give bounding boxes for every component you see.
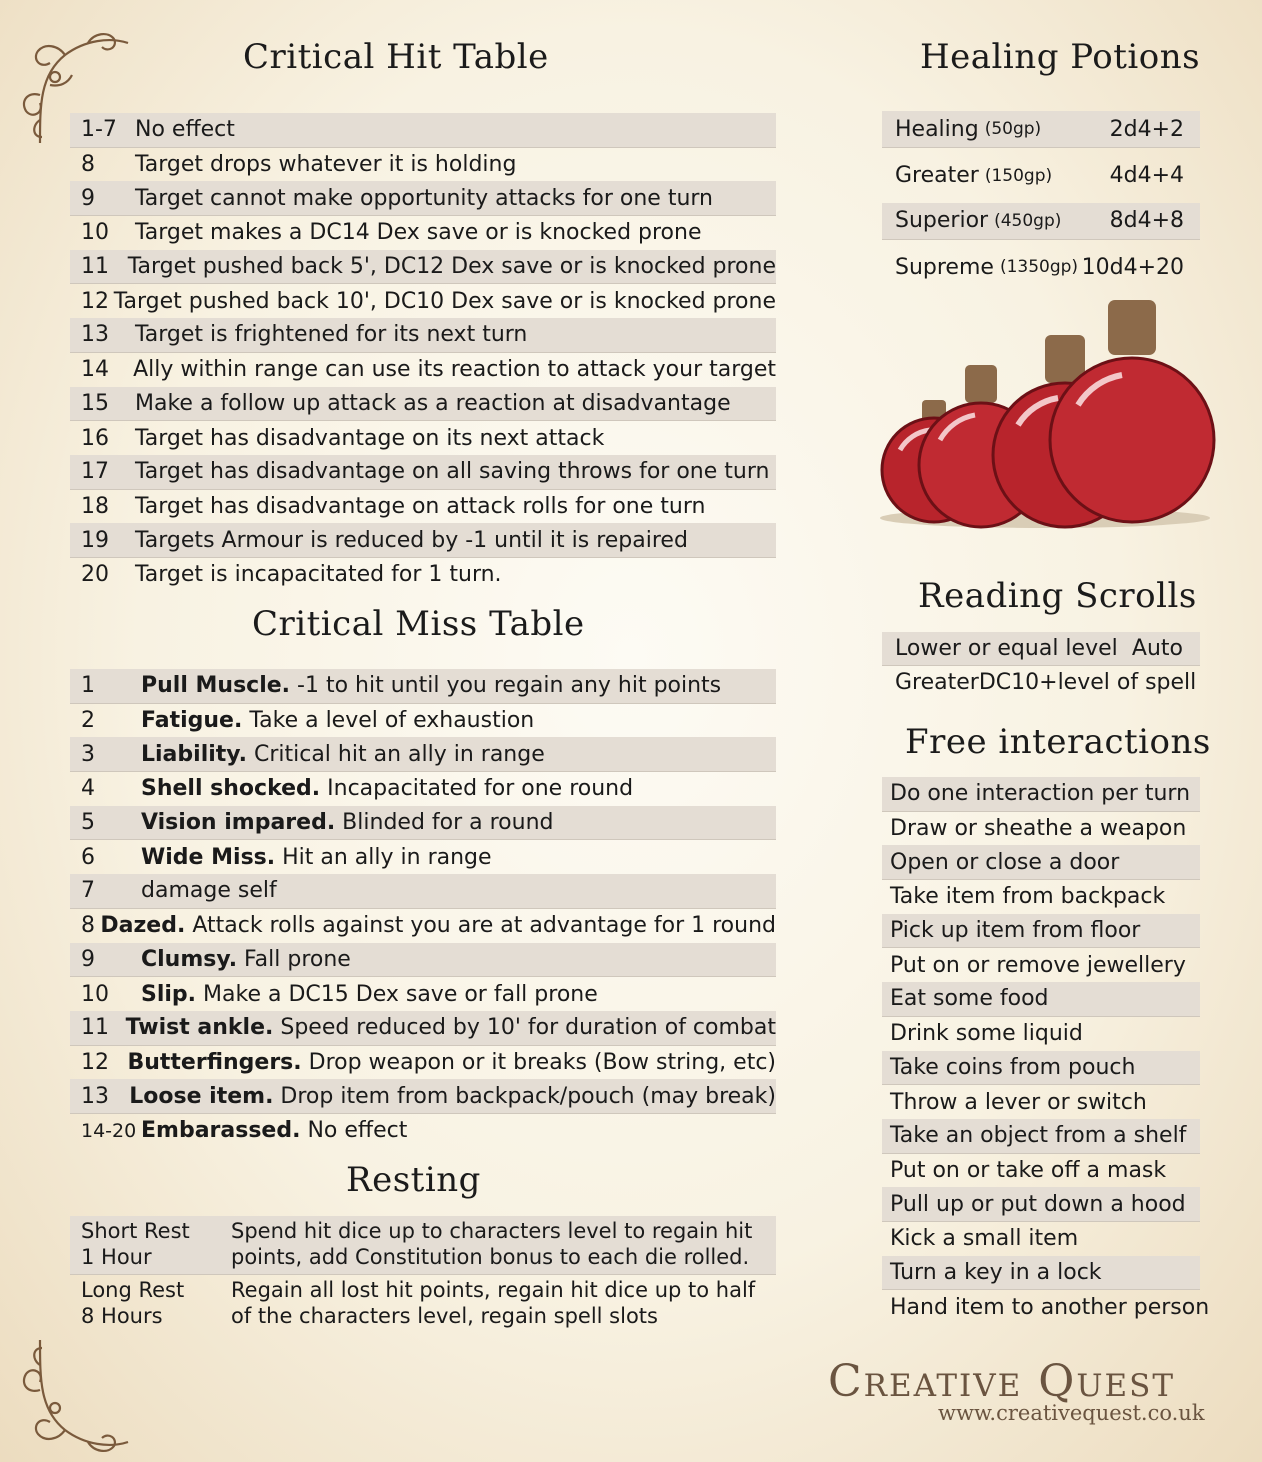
roll-number: 10 xyxy=(81,220,109,246)
effect-text: Target has disadvantage on its next attack xyxy=(135,425,605,451)
table-row xyxy=(70,909,776,943)
effect-text: No effect xyxy=(300,1118,408,1144)
table-row xyxy=(70,704,776,738)
effect-text: Target makes a DC14 Dex save or is knocked prone xyxy=(135,220,702,246)
effect-text: Targets Armour is reduced by -1 until it is repaired xyxy=(135,527,688,553)
potion-price: (450gp) xyxy=(994,210,1062,231)
table-row xyxy=(882,203,1200,240)
list-item: Do one interaction per turn xyxy=(882,777,1200,812)
effect-name: Dazed. xyxy=(100,913,186,939)
potion-price: (1350gp) xyxy=(999,257,1079,278)
scroll-check: Auto xyxy=(1131,636,1183,661)
roll-number: 11 xyxy=(81,1015,109,1041)
effect-text: Ally within range can use its reaction to attack your target xyxy=(133,357,776,383)
potion-name: Superior xyxy=(895,208,989,233)
list-item: Put on or take off a mask xyxy=(890,1157,1167,1183)
potion-name: Healing xyxy=(895,116,979,142)
effect-text: Blinded for a round xyxy=(335,810,554,836)
logo-title: Creative Quest xyxy=(828,1356,1175,1407)
rest-text: Regain all lost hit points, regain hit dice up to half of the characters level, regain spell slots xyxy=(231,1278,756,1328)
table-row xyxy=(70,943,776,978)
table-row xyxy=(70,421,776,455)
effect-name: Loose item. xyxy=(129,1083,274,1109)
table-row xyxy=(70,250,776,285)
effect-name: Fatigue. xyxy=(141,708,243,734)
crit-miss-heading: Critical Miss Table xyxy=(252,604,585,644)
rest-duration: 1 Hour xyxy=(81,1245,152,1269)
potion-bottles-image xyxy=(870,290,1220,535)
list-item: Pull up or put down a hood xyxy=(882,1187,1200,1222)
resting-table xyxy=(70,1216,776,1329)
list-item: Put on or remove jewellery xyxy=(890,952,1186,978)
rest-text: Spend hit dice up to characters level to regain hit points, add Constitution bonus to each die rolled. xyxy=(231,1219,753,1269)
potion-name: Supreme xyxy=(895,254,994,280)
roll-number: 13 xyxy=(81,1083,109,1109)
potion-name: Greater xyxy=(895,163,979,189)
corner-flourish-bottom-icon xyxy=(10,1335,135,1460)
effect-text: Target is frightened for its next turn xyxy=(135,322,528,348)
table-row xyxy=(70,318,776,353)
roll-number: 19 xyxy=(81,527,109,553)
effect-text: Take a level of exhaustion xyxy=(242,708,535,734)
roll-number: 4 xyxy=(81,776,95,802)
table-row xyxy=(70,490,776,524)
rest-name: Short Rest xyxy=(81,1219,190,1243)
effect-text: Hit an ally in range xyxy=(275,844,492,870)
roll-number: 1-7 xyxy=(81,117,117,143)
effect-name: Vision impared. xyxy=(141,810,336,836)
roll-number: 3 xyxy=(81,741,95,767)
rest-type-cell xyxy=(70,1218,231,1270)
logo xyxy=(828,1356,1205,1425)
table-row xyxy=(70,113,776,148)
effect-name: Liability. xyxy=(141,741,247,767)
rest-duration: 8 Hours xyxy=(81,1304,163,1328)
effect-text: Incapacitated for one round xyxy=(320,776,634,802)
effect-text: Make a DC15 Dex save or fall prone xyxy=(196,981,598,1007)
list-item: Draw or sheathe a weapon xyxy=(890,816,1187,842)
table-row xyxy=(70,1079,776,1114)
table-row xyxy=(70,806,776,841)
table-row xyxy=(70,772,776,806)
effect-name: Clumsy. xyxy=(141,946,238,972)
effect-text: Drop weapon or it breaks (Bow string, etc) xyxy=(301,1049,776,1075)
resting-heading: Resting xyxy=(346,1160,481,1200)
roll-number: 15 xyxy=(81,390,109,416)
table-row xyxy=(70,216,776,250)
roll-number: 18 xyxy=(81,493,109,519)
potion-dice: 8d4+8 xyxy=(1109,208,1184,233)
table-row xyxy=(882,111,1200,148)
roll-number: 16 xyxy=(81,425,109,451)
roll-number: 17 xyxy=(81,459,109,485)
roll-number: 9 xyxy=(81,946,95,972)
rest-name: Long Rest xyxy=(81,1278,185,1302)
effect-name: Shell shocked. xyxy=(141,776,321,802)
roll-number: 8 xyxy=(81,152,95,178)
table-row xyxy=(70,148,776,182)
table-row xyxy=(70,353,776,387)
effect-text: Drop item from backpack/pouch (may break) xyxy=(273,1083,776,1109)
table-row xyxy=(70,284,776,318)
list-item: Turn a key in a lock xyxy=(882,1256,1200,1291)
effect-text: -1 to hit until you regain any hit points xyxy=(290,673,722,699)
table-row xyxy=(70,181,776,216)
crit-miss-table xyxy=(70,669,776,1148)
potion-dice: 10d4+20 xyxy=(1081,254,1184,280)
table-row xyxy=(882,153,1200,199)
healing-heading: Healing Potions xyxy=(920,37,1201,77)
table-row xyxy=(70,1114,776,1148)
effect-text: No effect xyxy=(135,117,235,143)
effect-text: Target pushed back 5', DC12 Dex save or is knocked prone xyxy=(127,254,776,280)
potion-price: (150gp) xyxy=(984,165,1053,186)
roll-number: 6 xyxy=(81,844,95,870)
rest-type-cell xyxy=(70,1277,231,1329)
roll-number: 2 xyxy=(81,708,95,734)
effect-text: Speed reduced by 10' for duration of combat xyxy=(273,1015,776,1041)
effect-text: Target cannot make opportunity attacks for one turn xyxy=(135,185,714,211)
table-row xyxy=(70,1275,776,1329)
scroll-level: Greater xyxy=(895,670,979,695)
table-row xyxy=(70,840,776,874)
table-row xyxy=(70,558,776,592)
roll-number: 14-20 xyxy=(81,1119,137,1142)
potion-dice: 2d4+2 xyxy=(1109,116,1184,142)
list-item: Pick up item from floor xyxy=(882,914,1200,949)
roll-number: 12 xyxy=(81,288,109,314)
effect-text: Target has disadvantage on all saving throws for one turn xyxy=(135,459,770,485)
table-row xyxy=(70,523,776,558)
effect-name: Pull Muscle. xyxy=(141,673,291,699)
crit-hit-table xyxy=(70,113,776,592)
table-row xyxy=(882,245,1200,291)
list-item: Eat some food xyxy=(882,982,1200,1017)
effect-text: Fall prone xyxy=(237,946,351,972)
table-row xyxy=(70,1046,776,1080)
scrolls-heading: Reading Scrolls xyxy=(918,576,1197,616)
roll-number: 11 xyxy=(81,254,109,280)
list-item: Kick a small item xyxy=(890,1226,1079,1252)
roll-number: 13 xyxy=(81,322,109,348)
table-row xyxy=(70,737,776,772)
effect-text: Target has disadvantage on attack rolls for one turn xyxy=(135,493,706,519)
table-row xyxy=(70,455,776,490)
effect-text: Target pushed back 10', DC10 Dex save or is knocked prone xyxy=(113,288,776,314)
scrolls-table xyxy=(882,632,1200,699)
roll-number: 7 xyxy=(81,878,95,904)
scroll-level: Lower or equal level xyxy=(895,636,1118,661)
roll-number: 5 xyxy=(81,810,95,836)
table-row xyxy=(70,387,776,422)
effect-name: Embarassed. xyxy=(141,1118,301,1144)
table-row xyxy=(70,977,776,1011)
logo-url[interactable]: www.creativequest.co.uk xyxy=(938,1401,1205,1425)
roll-number: 12 xyxy=(81,1049,109,1075)
potion-price: (50gp) xyxy=(984,119,1042,139)
list-item: Take item from backpack xyxy=(890,884,1166,910)
roll-number: 9 xyxy=(81,185,95,211)
table-row xyxy=(882,632,1200,666)
list-item: Throw a lever or switch xyxy=(890,1089,1147,1115)
list-item: Take coins from pouch xyxy=(882,1051,1200,1086)
table-row xyxy=(70,669,776,704)
list-item: Drink some liquid xyxy=(890,1021,1083,1047)
effect-name: Wide Miss. xyxy=(141,844,276,870)
list-item: Hand item to another person xyxy=(890,1294,1210,1320)
scroll-check: DC10+level of spell xyxy=(978,670,1197,695)
roll-number: 14 xyxy=(81,357,109,383)
effect-text: Target drops whatever it is holding xyxy=(135,152,517,178)
effect-text: Critical hit an ally in range xyxy=(246,741,545,767)
table-row xyxy=(70,874,776,909)
effect-text: Target is incapacitated for 1 turn. xyxy=(135,562,502,588)
table-row xyxy=(70,1011,776,1046)
free-table xyxy=(882,777,1210,1324)
effect-name: Butterfingers. xyxy=(127,1049,302,1075)
effect-text: Attack rolls against you are at advantage for 1 round xyxy=(185,913,776,939)
roll-number: 20 xyxy=(81,562,109,588)
effect-text: damage self xyxy=(141,878,277,904)
table-row xyxy=(882,666,1200,699)
roll-number: 8 xyxy=(81,913,95,939)
roll-number: 1 xyxy=(81,673,95,699)
free-heading: Free interactions xyxy=(905,722,1211,762)
list-item: Open or close a door xyxy=(882,845,1200,880)
potion-dice: 4d4+4 xyxy=(1109,163,1184,189)
roll-number: 10 xyxy=(81,981,109,1007)
table-row xyxy=(70,1216,776,1275)
potion-table xyxy=(882,107,1200,290)
crit-hit-heading: Critical Hit Table xyxy=(243,37,549,77)
effect-name: Slip. xyxy=(141,981,197,1007)
list-item: Take an object from a shelf xyxy=(882,1119,1200,1154)
effect-text: Make a follow up attack as a reaction at disadvantage xyxy=(135,390,731,416)
effect-name: Twist ankle. xyxy=(125,1015,274,1041)
